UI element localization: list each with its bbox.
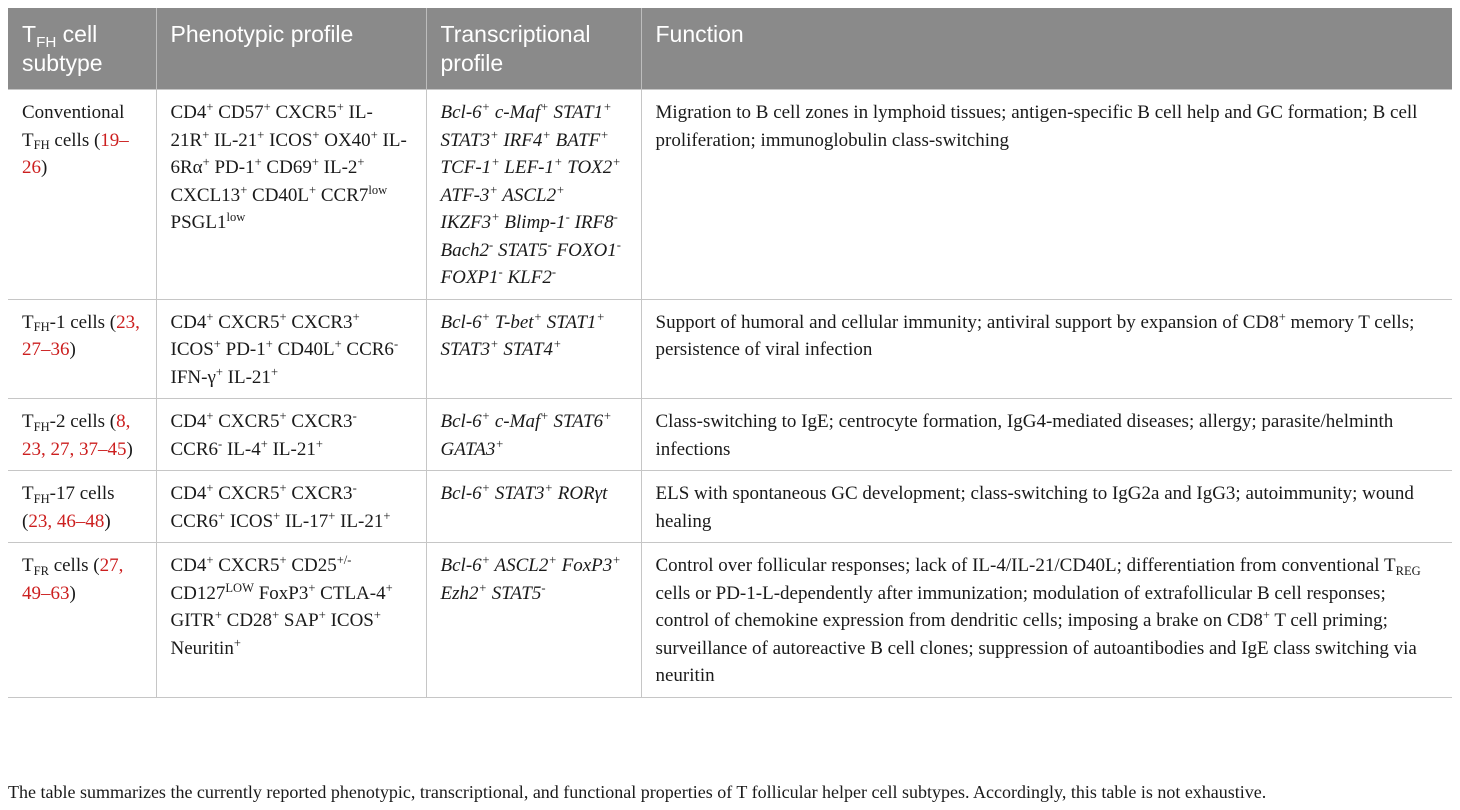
cell-function: ELS with spontaneous GC development; class-switching to IgG2a and IgG3; autoimmunity; wound healing [641, 471, 1452, 543]
reference-link[interactable]: 8, 23, 27, 37–45 [22, 411, 131, 460]
cell-phenotypic: CD4+ CXCR5+ CXCR3- CCR6+ ICOS+ IL-17+ IL-21+ [156, 471, 426, 543]
cell-transcriptional: Bcl-6+ T-bet+ STAT1+ STAT3+ STAT4+ [426, 299, 641, 399]
table-footnote: The table summarizes the currently reported phenotypic, transcriptional, and functional properties of T follicular helper cell subtypes. Accordingly, this table is not exhaustive. [8, 782, 1267, 802]
cell-subtype: $T_{FH}-17$ cells (23, 46–48) [8, 471, 156, 543]
cell-phenotypic: CD4+ CXCR5+ CXCR3+ ICOS+ PD-1+ CD40L+ CCR6- IFN-γ+ IL-21+ [156, 299, 426, 399]
cell-function: Support of humoral and cellular immunity; antiviral support by expansion of CD8+ memory T cells; persistence of viral infection [641, 299, 1452, 399]
table-row-tfh-1 [8, 299, 1452, 399]
cell-subtype: $T_{FH}-1$ cells (23, 27–36) [8, 299, 156, 399]
cell-transcriptional: Bcl-6+ c-Maf+ STAT1+ STAT3+ IRF4+ BATF+ TCF-1+ LEF-1+ TOX2+ ATF-3+ ASCL2+ IKZF3+ Blimp-1- IRF8- Bach2- STAT5- FOXO1- FOXP1- KLF2- [426, 90, 641, 300]
header-row [8, 8, 1452, 90]
cell-transcriptional: Bcl-6+ ASCL2+ FoxP3+ Ezh2+ STAT5- [426, 543, 641, 698]
header-function: Function [641, 8, 1452, 90]
table-row-tfr [8, 543, 1452, 698]
cell-phenotypic: CD4+ CD57+ CXCR5+ IL-21R+ IL-21+ ICOS+ OX40+ IL-6Rα+ PD-1+ CD69+ IL-2+ CXCL13+ CD40L+ $CCR7^{low}$ $PSGL1^{low}$ [156, 90, 426, 300]
cell-transcriptional: Bcl-6+ STAT3+ RORγt [426, 471, 641, 543]
cell-function: Control over follicular responses; lack of IL-4/IL-21/CD40L; differentiation from conventional $T_{REG}$ cells or PD-1-L-dependently after immunization; modulation of extrafollicular B cell responses; control of chemokine expression from dendritic cells; imposing a brake on CD8+ T cell priming; surveillance of autoreactive B cell clones; suppression of autoantibodies and IgE class switching via neuritin [641, 543, 1452, 698]
header-transcriptional: Transcriptional profile [426, 8, 641, 90]
table-row-tfh-2 [8, 399, 1452, 471]
table-row-conventional-tfh [8, 90, 1452, 300]
reference-link[interactable]: 23, 46–48 [28, 510, 105, 532]
cell-transcriptional: Bcl-6+ c-Maf+ STAT6+ GATA3+ [426, 399, 641, 471]
cell-subtype: $T_{FH}-2$ cells (8, 23, 27, 37–45) [8, 399, 156, 471]
table-row-tfh-17 [8, 471, 1452, 543]
header-phenotypic: Phenotypic profile [156, 8, 426, 90]
cell-subtype: $T_{FR}$ cells (27, 49–63) [8, 543, 156, 698]
cell-phenotypic: CD4+ CXCR5+ CD25+/- $CD127^{LOW}$ FoxP3+ CTLA-4+ GITR+ CD28+ SAP+ ICOS+ Neuritin+ [156, 543, 426, 698]
cell-function: Class-switching to IgE; centrocyte formation, IgG4-mediated diseases; allergy; parasite/helminth infections [641, 399, 1452, 471]
reference-link[interactable]: 23, 27–36 [22, 311, 140, 360]
cell-function: Migration to B cell zones in lymphoid tissues; antigen-specific B cell help and GC formation; B cell proliferation; immunoglobulin class-switching [641, 90, 1452, 300]
cell-phenotypic: CD4+ CXCR5+ CXCR3- CCR6- IL-4+ IL-21+ [156, 399, 426, 471]
reference-link[interactable]: 19–26 [22, 129, 129, 178]
reference-link[interactable]: 27, 49–63 [22, 555, 124, 604]
cell-subtype: Conventional $T_{FH}$ cells (19–26) [8, 90, 156, 300]
properties-table [8, 8, 1452, 698]
header-subtype: $T_{FH}$ cell subtype [8, 8, 156, 90]
